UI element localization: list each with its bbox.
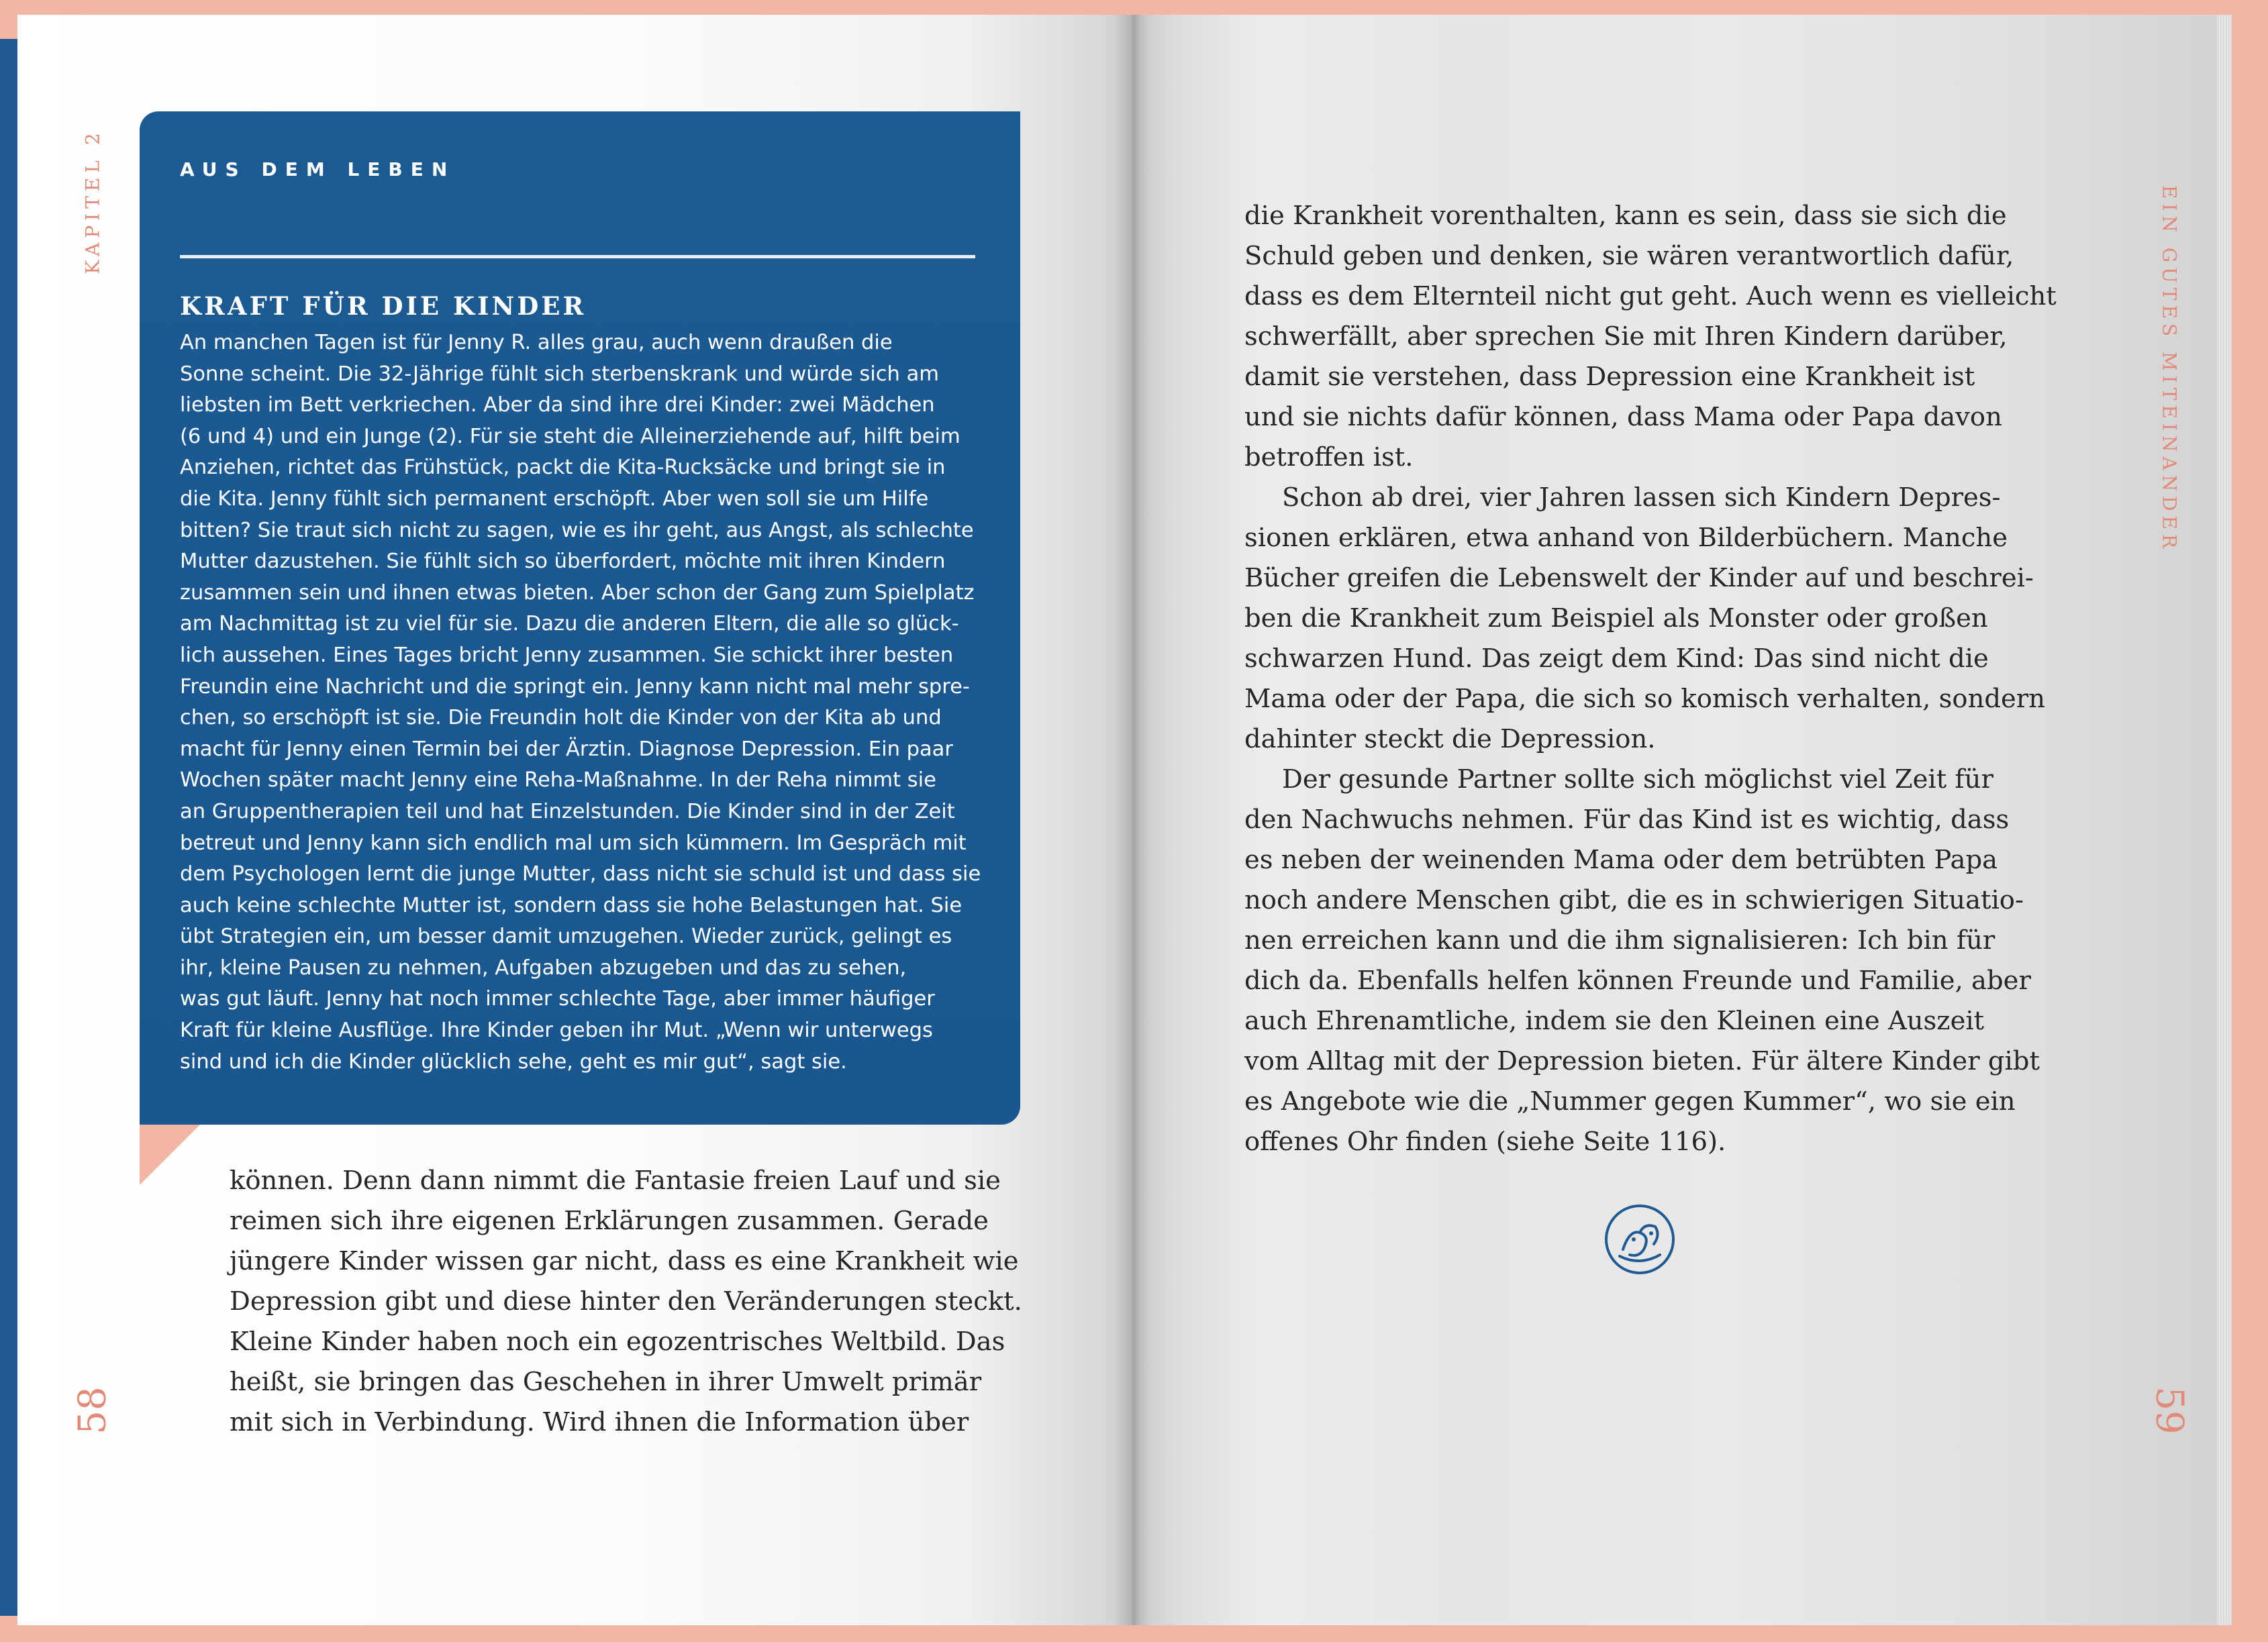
body-text-line: Der gesunde Partner sollte sich möglichst viel Zeit für	[1282, 764, 1993, 794]
page-number-left: 58	[70, 1386, 115, 1435]
box-text-line: übt Strategien ein, um besser damit umzugehen. Wieder zurück, gelingt es	[180, 925, 952, 949]
info-box	[140, 111, 1020, 1125]
box-text-line: Mutter dazustehen. Sie fühlt sich so überfordert, möchte mit ihren Kindern	[180, 550, 946, 574]
body-text-line: heißt, sie bringen das Geschehen in ihrer Umwelt primär	[230, 1367, 982, 1397]
box-text-line: Anziehen, richtet das Frühstück, packt die Kita-Rucksäcke und bringt sie in	[180, 456, 946, 480]
body-text-right	[1244, 196, 2057, 1162]
box-text-line: Kraft für kleine Ausflüge. Ihre Kinder geben ihr Mut. „Wenn wir unterwegs	[180, 1019, 933, 1043]
body-text-line: dich da. Ebenfalls helfen können Freunde und Familie, aber	[1244, 966, 2031, 996]
box-text	[180, 327, 1026, 1078]
box-title: KRAFT FÜR DIE KINDER	[180, 291, 587, 321]
body-text-line: es Angebote wie die „Nummer gegen Kummer“, wo sie ein	[1244, 1086, 2016, 1117]
box-text-line: am Nachmittag ist zu viel für sie. Dazu die anderen Eltern, die alle so glück-	[180, 612, 959, 636]
body-text-line: können. Denn dann nimmt die Fantasie freien Lauf und sie	[230, 1166, 1001, 1196]
body-text-line: es neben der weinenden Mama oder dem betrübten Papa	[1244, 845, 1998, 875]
box-corner-tab	[140, 1125, 200, 1185]
box-text-line: ihr, kleine Pausen zu nehmen, Aufgaben abzugeben und das zu sehen,	[180, 956, 907, 980]
box-text-line: chen, so erschöpft ist sie. Die Freundin holt die Kinder von der Kita ab und	[180, 706, 942, 730]
body-text-line: schwerfällt, aber sprechen Sie mit Ihren Kindern darüber,	[1244, 321, 2008, 352]
box-divider	[180, 255, 975, 258]
page-edges	[2217, 15, 2232, 1625]
box-text-line: was gut läuft. Jenny hat noch immer schlechte Tage, aber immer häufiger	[180, 987, 935, 1011]
box-text-line: zusammen sein und ihnen etwas bieten. Aber schon der Gang zum Spielplatz	[180, 580, 975, 605]
body-text-line: Schon ab drei, vier Jahren lassen sich Kindern Depres-	[1282, 482, 2001, 513]
body-text-line: dahinter steckt die Depression.	[1244, 724, 1656, 754]
body-text-line: Mama oder der Papa, die sich so komisch verhalten, sondern	[1244, 684, 2045, 714]
emblem-icon	[1603, 1202, 1677, 1276]
body-text-line: ben die Krankheit zum Beispiel als Monster oder großen	[1244, 603, 1988, 633]
body-text-line: Kleine Kinder haben noch ein egozentrisches Weltbild. Das	[230, 1327, 1005, 1357]
body-text-line: nen erreichen kann und die ihm signalisieren: Ich bin für	[1244, 925, 1995, 956]
box-text-line: Freundin eine Nachricht und die springt ein. Jenny kann nicht mal mehr spre-	[180, 674, 970, 699]
body-text-line: auch Ehrenamtliche, indem sie den Kleinen eine Auszeit	[1244, 1006, 1985, 1036]
box-text-line: auch keine schlechte Mutter ist, sondern dass sie hohe Belastungen hat. Sie	[180, 893, 963, 917]
box-text-line: bitten? Sie traut sich nicht zu sagen, wie es ihr geht, aus Angst, als schlechte	[180, 518, 974, 542]
body-text-line: schwarzen Hund. Das zeigt dem Kind: Das sind nicht die	[1244, 644, 1989, 674]
box-text-line: liebsten im Bett verkriechen. Aber da sind ihre drei Kinder: zwei Mädchen	[180, 393, 935, 417]
body-text-line: Schuld geben und denken, sie wären verantwortlich dafür,	[1244, 241, 2014, 271]
box-text-line: sind und ich die Kinder glücklich sehe, geht es mir gut“, sagt sie.	[180, 1049, 847, 1074]
body-text-left	[230, 1161, 1022, 1443]
running-head-left: KAPITEL 2	[81, 128, 104, 274]
body-text-line: den Nachwuchs nehmen. Für das Kind ist es wichtig, dass	[1244, 805, 2010, 835]
body-text-line: Depression gibt und diese hinter den Veränderungen steckt.	[230, 1286, 1022, 1317]
running-head-right: EIN GUTES MITEINANDER	[2158, 185, 2181, 554]
body-text-line: mit sich in Verbindung. Wird ihnen die Information über	[230, 1407, 969, 1437]
box-text-line: dem Psychologen lernt die junge Mutter, dass nicht sie schuld ist und dass sie	[180, 862, 981, 886]
page-number-right: 59	[2147, 1386, 2191, 1435]
box-text-line: (6 und 4) und ein Junge (2). Für sie steht die Alleinerziehende auf, hilft beim	[180, 424, 960, 448]
body-text-line: offenes Ohr finden (siehe Seite 116).	[1244, 1127, 1726, 1157]
body-text-line: die Krankheit vorenthalten, kann es sein, dass sie sich die	[1244, 201, 2007, 231]
body-text-line: reimen sich ihre eigenen Erklärungen zusammen. Gerade	[230, 1206, 989, 1236]
body-text-line: dass es dem Elternteil nicht gut geht. Auch wenn es vielleicht	[1244, 281, 2057, 311]
body-text-line: betroffen ist.	[1244, 442, 1414, 472]
box-text-line: An manchen Tagen ist für Jenny R. alles grau, auch wenn draußen die	[180, 331, 893, 354]
box-text-line: Sonne scheint. Die 32-Jährige fühlt sich sterbenskrank und würde sich am	[180, 362, 939, 386]
body-text-line: jüngere Kinder wissen gar nicht, dass es eine Krankheit wie	[230, 1246, 1019, 1276]
body-text-line: Bücher greifen die Lebenswelt der Kinder auf und beschrei-	[1244, 563, 2034, 593]
box-text-line: Wochen später macht Jenny eine Reha-Maßnahme. In der Reha nimmt sie	[180, 768, 936, 792]
box-text-line: die Kita. Jenny fühlt sich permanent erschöpft. Aber wen soll sie um Hilfe	[180, 486, 929, 511]
box-text-line: betreut und Jenny kann sich endlich mal um sich kümmern. Im Gespräch mit	[180, 831, 967, 855]
box-text-line: an Gruppentherapien teil und hat Einzelstunden. Die Kinder sind in der Zeit	[180, 799, 955, 823]
box-text-line: lich aussehen. Eines Tages bricht Jenny zusammen. Sie schickt ihrer besten	[180, 643, 954, 667]
book-gutter	[1114, 15, 1152, 1625]
body-text-line: sionen erklären, etwa anhand von Bilderbüchern. Manche	[1244, 523, 2008, 553]
box-label: AUS DEM LEBEN	[180, 158, 456, 181]
body-text-line: damit sie verstehen, dass Depression eine Krankheit ist	[1244, 362, 1975, 392]
box-text-line: macht für Jenny einen Termin bei der Ärztin. Diagnose Depression. Ein paar	[180, 737, 953, 761]
body-text-line: vom Alltag mit der Depression bieten. Für ältere Kinder gibt	[1244, 1046, 2040, 1076]
body-text-line: und sie nichts dafür können, dass Mama oder Papa davon	[1244, 402, 2002, 432]
body-text-line: noch andere Menschen gibt, die es in schwierigen Situatio-	[1244, 885, 2024, 915]
